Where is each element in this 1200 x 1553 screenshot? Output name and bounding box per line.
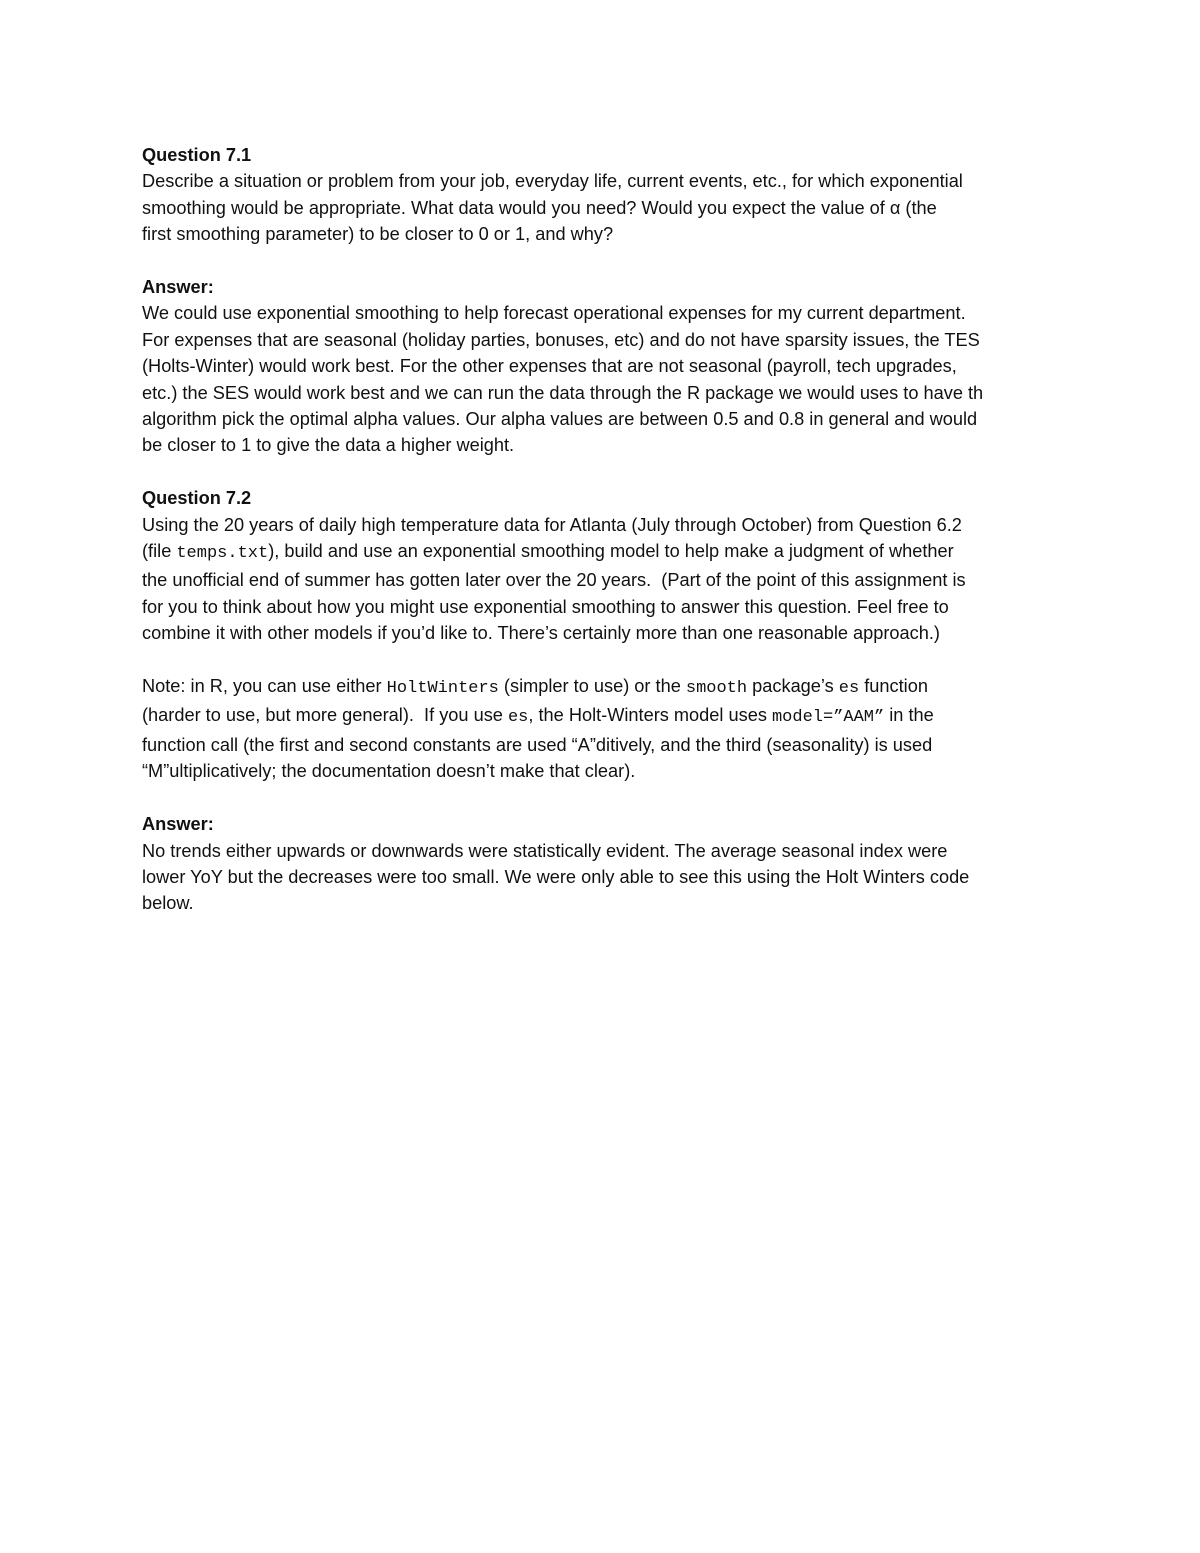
code-function-name: es [838,679,860,699]
answer-7-1-text-line: be closer to 1 to give the data a higher weight. [142,435,515,456]
text-segment: in the [884,705,934,726]
spacer [142,647,1062,673]
answer-7-2-heading: Answer: [142,814,214,835]
text-segment: (file [142,541,177,562]
question-7-1-text-line: smoothing would be appropriate. What data would you need? Would you expect the value of α (the [142,197,937,218]
note-text-line [142,702,1062,731]
question-7-2-text-line: for you to think about how you might use exponential smoothing to answer this question. Feel free to [142,596,949,617]
code-filename: temps.txt [176,544,269,564]
answer-7-1-text-line: etc.) the SES would work best and we can run the data through the R package we would uses to have th [142,382,984,403]
spacer [142,248,1062,274]
question-7-1-text-line: first smoothing parameter) to be closer to 0 or 1, and why? [142,224,614,245]
code-model-argument: model=”AAM” [771,708,885,728]
document-body [142,142,1062,917]
question-7-2-text-line: Using the 20 years of daily high temperature data for Atlanta (July through October) from Question 6.2 [142,514,962,535]
answer-7-2-text-line: No trends either upwards or downwards were statistically evident. The average seasonal index were [142,840,948,861]
question-7-1-heading: Question 7.1 [142,145,252,165]
answer-7-1-text-line: We could use exponential smoothing to help forecast operational expenses for my current department. [142,303,966,324]
answer-7-1-heading: Answer: [142,277,214,298]
question-7-2-text-line: combine it with other models if you’d like to. There’s certainly more than one reasonable approach.) [142,623,940,644]
answer-7-2-text-line: lower YoY but the decreases were too small. We were only able to see this using the Holt Winters code [142,866,970,887]
question-7-2-text-line [142,538,1062,567]
note-text-line: “M”ultiplicatively; the documentation doesn’t make that clear). [142,761,636,782]
question-7-1-text-line: Describe a situation or problem from your job, everyday life, current events, etc., for which exponential [142,171,963,192]
code-function-name: es [507,708,529,728]
text-segment: (simpler to use) or the [498,676,686,697]
text-segment: , the Holt-Winters model uses [528,705,772,726]
text-segment: Note: in R, you can use either [142,676,387,697]
answer-7-2-text-line: below. [142,893,194,914]
answer-7-1-text-line: (Holts-Winter) would work best. For the other expenses that are not seasonal (payroll, tech upgrades, [142,356,957,377]
text-segment: function [859,676,928,697]
spacer [142,785,1062,811]
text-segment: package’s [747,676,839,697]
code-package-name: smooth [685,679,748,699]
spacer [142,459,1062,485]
text-segment: ), build and use an exponential smoothing model to help make a judgment of whether [268,541,954,562]
text-segment: (harder to use, but more general). If you use [142,705,508,726]
note-text-line: function call (the first and second constants are used “A”ditively, and the third (seasonality) is used [142,734,933,755]
answer-7-1-text-line: For expenses that are seasonal (holiday parties, bonuses, etc) and do not have sparsity issues, the TES [142,329,980,350]
note-text-line [142,673,1062,702]
question-7-2-heading: Question 7.2 [142,488,252,509]
question-7-2-text-line: the unofficial end of summer has gotten later over the 20 years. (Part of the point of this assignment is [142,570,966,591]
answer-7-1-text-line: algorithm pick the optimal alpha values. Our alpha values are between 0.5 and 0.8 in general and would [142,409,978,430]
code-function-name: HoltWinters [386,679,499,699]
